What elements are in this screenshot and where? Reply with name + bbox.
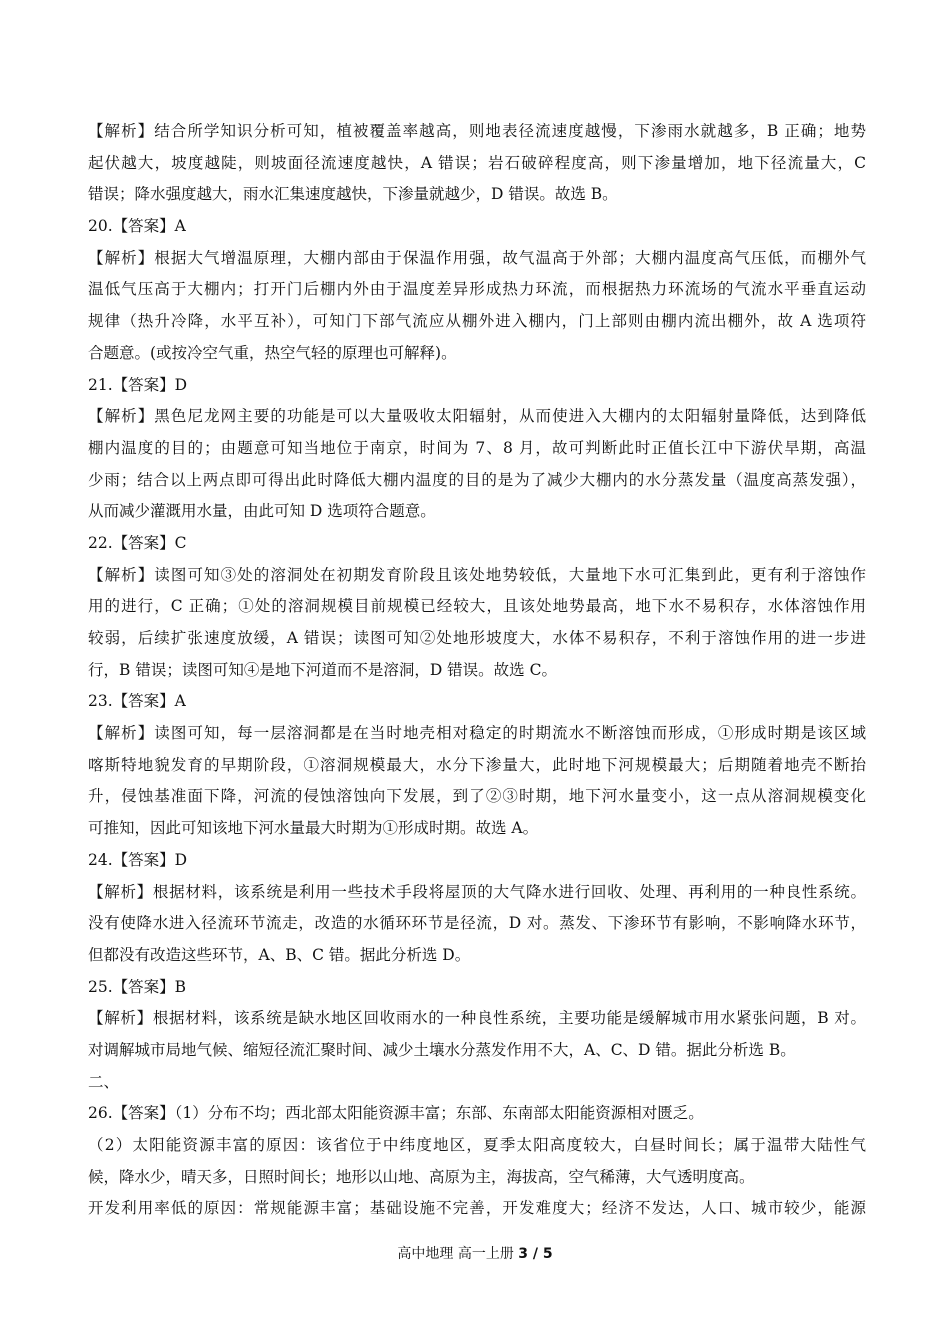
text-line: 【解析】根据大气增温原理，大棚内部由于保温作用强，故气温高于外部；大棚内温度高气压低，而棚外气 — [88, 248, 866, 267]
page-footer — [0, 1244, 950, 1264]
text-line: 26.【答案】（1）分布不均；西北部太阳能资源丰富；东部、东南部太阳能资源相对匮乏。 — [88, 1104, 704, 1123]
text-line: 【解析】黑色尼龙网主要的功能是可以大量吸收太阳辐射，从而使进入大棚内的太阳辐射量降低，达到降低 — [88, 407, 866, 426]
text-line: 20.【答案】A — [88, 217, 186, 236]
text-line: 少雨；结合以上两点即可得出此时降低大棚内温度的目的是为了减少大棚内的水分蒸发量（温度高蒸发强）， — [88, 470, 866, 489]
text-line: 行，B 错误；读图可知④是地下河道而不是溶洞，D 错误。故选 C。 — [88, 660, 557, 679]
text-line: 温低气压高于大棚内；打开门后棚内外由于温度差异形成热力环流，而根据热力环流场的气流水平垂直运动 — [88, 280, 866, 299]
document-body — [88, 116, 866, 1225]
text-line: 升，侵蚀基准面下降，河流的侵蚀溶蚀向下发展，到了②③时期，地下河水量变小，这一点从溶洞规模变化 — [88, 787, 866, 806]
page-number: 3 / 5 — [518, 1246, 553, 1262]
footer-label: 高中地理 高一上册 — [397, 1246, 514, 1262]
text-line: 【解析】根据材料，该系统是利用一些技术手段将屋顶的大气降水进行回收、处理、再利用的一种良性系统。 — [88, 882, 866, 901]
text-line: 起伏越大，坡度越陡，则坡面径流速度越快，A 错误；岩石破碎程度高，则下渗量增加，地下径流量大，C — [88, 153, 866, 172]
text-line: 对调解城市局地气候、缩短径流汇聚时间、减少土壤水分蒸发作用不大，A、C、D 错。据此分析选 B。 — [88, 1040, 796, 1059]
text-line: 喀斯特地貌发育的早期阶段，①溶洞规模最大，水分下渗量大，此时地下河规模最大；后期随着地壳不断抬 — [88, 755, 866, 774]
text-line: 错误；降水强度越大，雨水汇集速度越快，下渗量就越少，D 错误。故选 B。 — [88, 185, 618, 204]
text-line: 【解析】根据材料，该系统是缺水地区回收雨水的一种良性系统，主要功能是缓解城市用水紧张问题，B 对。 — [88, 1009, 866, 1028]
text-line: 可推知，因此可知该地下河水量最大时期为①形成时期。故选 A。 — [88, 819, 539, 838]
text-line: 【解析】读图可知③处的溶洞处在初期发育阶段且该处地势较低，大量地下水可汇集到此，更有利于溶蚀作 — [88, 565, 866, 584]
text-line: 24.【答案】D — [88, 850, 188, 869]
text-line: 22.【答案】C — [88, 533, 187, 552]
text-line: 23.【答案】A — [88, 692, 186, 711]
text-line: 较弱，后续扩张速度放缓，A 错误；读图可知②处地形坡度大，水体不易积存，不利于溶蚀作用的进一步进 — [88, 629, 866, 647]
text-line: 21.【答案】D — [88, 375, 188, 394]
text-line: 25.【答案】B — [88, 977, 187, 996]
text-line: （2）太阳能资源丰富的原因：该省位于中纬度地区，夏季太阳高度较大，白昼时间长；属于温带大陆性气 — [88, 1136, 866, 1154]
text-line: 合题意。(或按冷空气重，热空气轻的原理也可解释)。 — [88, 343, 457, 362]
text-line: 【解析】读图可知，每一层溶洞都是在当时地壳相对稳定的时期流水不断溶蚀而形成，①形成时期是该区域 — [88, 724, 866, 743]
text-line: 开发利用率低的原因：常规能源丰富；基础设施不完善，开发难度大；经济不发达，人口、城市较少，能源 — [88, 1199, 866, 1218]
text-line: 从而减少灌溉用水量，由此可知 D 选项符合题意。 — [88, 502, 436, 521]
text-line: 用的进行，C 正确；①处的溶洞规模目前规模已经较大，且该处地势最高，地下水不易积存，水体溶蚀作用 — [88, 597, 866, 616]
text-line: 【解析】结合所学知识分析可知，植被覆盖率越高，则地表径流速度越慢，下渗雨水就越多，B 正确；地势 — [88, 122, 866, 140]
text-line: 棚内温度的目的；由题意可知当地位于南京，时间为 7、8 月，故可判断此时正值长江中下游伏旱期，高温 — [88, 438, 866, 457]
text-line: 没有使降水进入径流环节流走，改造的水循环环节是径流，D 对。蒸发、下渗环节有影响，不影响降水环节， — [88, 914, 866, 933]
text-line: 但都没有改造这些环节，A、B、C 错。据此分析选 D。 — [88, 945, 471, 964]
text-line: 规律（热升冷降，水平互补），可知门下部气流应从棚外进入棚内，门上部则由棚内流出棚外，故 A 选项符 — [88, 312, 866, 331]
text-line: 二、 — [88, 1072, 120, 1091]
text-line: 候，降水少，晴天多，日照时间长；地形以山地、高原为主，海拔高，空气稀薄，大气透明度高。 — [88, 1167, 755, 1186]
